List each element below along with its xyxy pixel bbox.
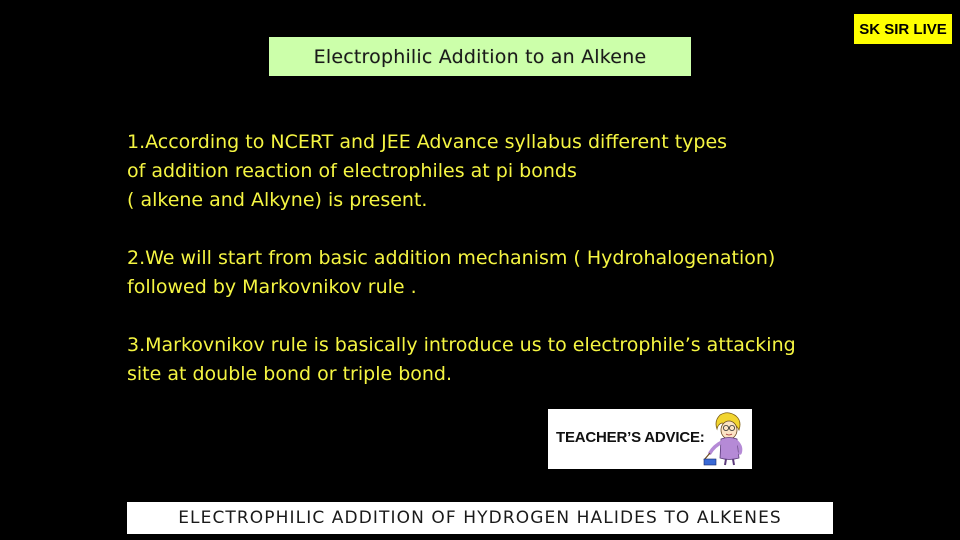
slide-title-box: [269, 37, 691, 76]
point-2-line-2: followed by Markovnikov rule .: [127, 276, 417, 298]
bullet-points: [127, 128, 847, 418]
point-2-line-1: 2.We will start from basic addition mechanism ( Hydrohalogenation): [127, 247, 776, 269]
footer-caption: ELECTROPHILIC ADDITION OF HYDROGEN HALIDES TO ALKENES: [178, 508, 782, 528]
teacher-cartoon-icon: [702, 411, 750, 467]
channel-badge-label: SK SIR LIVE: [859, 20, 947, 38]
point-3-line-1: 3.Markovnikov rule is basically introduce us to electrophile’s attacking: [127, 334, 796, 356]
teacher-advice-box: [548, 409, 752, 469]
channel-badge: [854, 14, 952, 44]
point-2: [127, 244, 847, 302]
point-3-line-2: site at double bond or triple bond.: [127, 363, 453, 385]
teacher-advice-label: TEACHER’S ADVICE:: [556, 429, 705, 446]
point-1-line-1: 1.According to NCERT and JEE Advance syllabus different types: [127, 131, 728, 153]
footer-caption-box: [127, 502, 833, 534]
point-1: [127, 128, 847, 215]
slide-title: Electrophilic Addition to an Alkene: [313, 45, 647, 68]
point-1-line-2: of addition reaction of electrophiles at pi bonds: [127, 160, 577, 182]
point-3: [127, 331, 847, 389]
point-1-line-3: ( alkene and Alkyne) is present.: [127, 189, 428, 211]
